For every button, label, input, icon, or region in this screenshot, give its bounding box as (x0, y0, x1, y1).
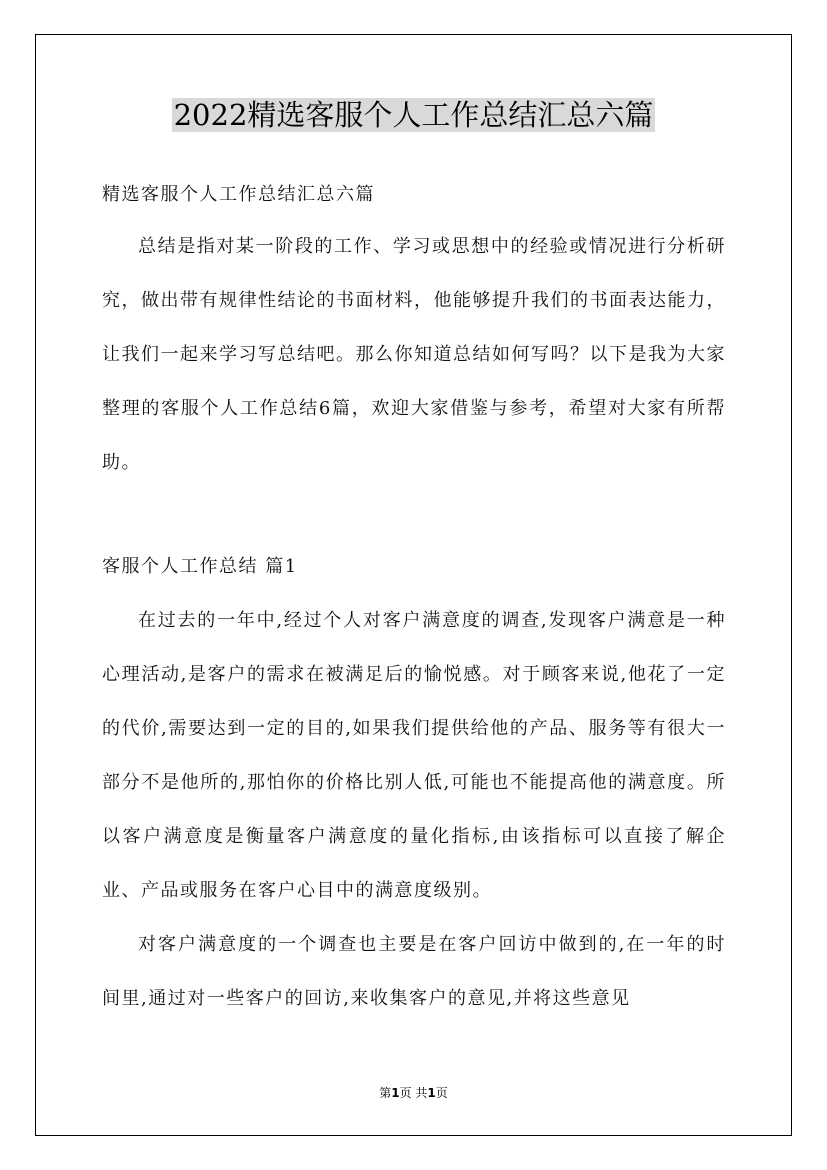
footer-page-suffix: 页 (435, 1086, 448, 1100)
footer-total-pages: 1 (427, 1086, 436, 1100)
document-title (0, 95, 827, 135)
footer-page-number: 1 (391, 1086, 400, 1100)
section-paragraph-2: 对客户满意度的一个调查也主要是在客户回访中做到的,在一年的时间里,通过对一些客户的回访,来收集客户的意见,并将这些意见 (102, 934, 726, 1009)
footer-page-prefix: 第 (379, 1086, 392, 1100)
document-subtitle: 精选客服个人工作总结汇总六篇 (102, 184, 375, 205)
section-paragraph-1: 在过去的一年中,经过个人对客户满意度的调查,发现客户满意是一种心理活动,是客户的需求在被满足后的愉悦感。对于顾客来说,他花了一定的代价,需要达到一定的目的,如果我们提供给他的产品、服务等有很大一部分不是他所的,那怕你的价格比别人低,可能也不能提高他的满意度。所以客户满意度是衡量客户满意度的量化指标,由该指标可以直接了解企业、产品或服务在客户心目中的满意度级别。 (102, 610, 726, 901)
document-title-text: 2022精选客服个人工作总结汇总六篇 (173, 98, 654, 132)
page-footer (0, 1084, 827, 1101)
intro-paragraph: 总结是指对某一阶段的工作、学习或思想中的经验或情况进行分析研究，做出带有规律性结论的书面材料，他能够提升我们的书面表达能力，让我们一起来学习写总结吧。那么你知道总结如何写吗？以下是我为大家整理的客服个人工作总结6篇，欢迎大家借鉴与参考，希望对大家有所帮助。 (102, 236, 726, 473)
document-body (102, 170, 726, 1026)
section-heading: 客服个人工作总结 篇1 (102, 556, 298, 577)
footer-page-mid: 页 共 (399, 1086, 428, 1100)
